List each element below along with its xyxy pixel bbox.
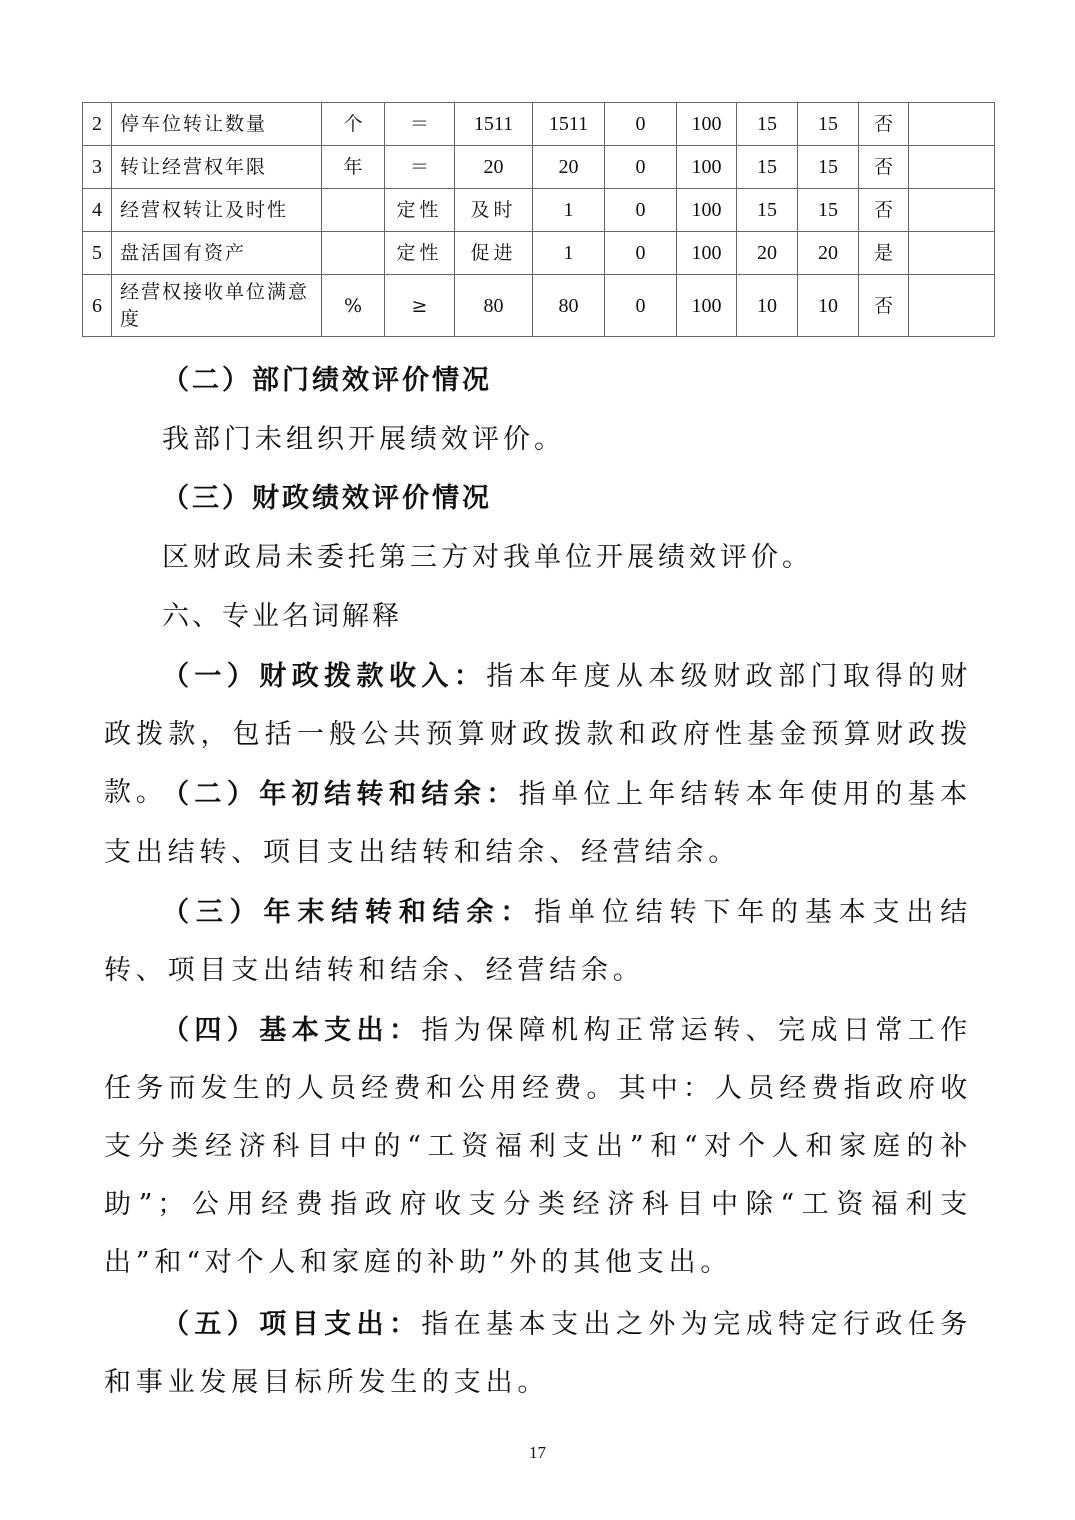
operator: 定性 <box>385 189 455 232</box>
glossary-term: （一）财政拨款收入： <box>162 661 487 692</box>
actual-value: 1 <box>533 232 605 275</box>
indicator-name: 经营权转让及时性 <box>112 189 322 232</box>
remarks-cell <box>909 232 995 275</box>
target-value: 1511 <box>455 103 533 146</box>
unit: 年 <box>322 146 385 189</box>
row-number: 6 <box>83 275 112 337</box>
section-heading-department-evaluation: （二）部门绩效评价情况 <box>162 365 492 396</box>
target-value: 80 <box>455 275 533 337</box>
unit: 个 <box>322 103 385 146</box>
yes-no-value: 否 <box>859 275 909 337</box>
cell-value: 10 <box>737 275 798 337</box>
row-number: 3 <box>83 146 112 189</box>
actual-value: 20 <box>533 146 605 189</box>
indicator-name: 转让经营权年限 <box>112 146 322 189</box>
cell-value: 20 <box>737 232 798 275</box>
operator: ＝ <box>385 103 455 146</box>
remarks-cell <box>909 103 995 146</box>
remarks-cell <box>909 275 995 337</box>
cell-value: 15 <box>737 189 798 232</box>
cell-value: 20 <box>798 232 859 275</box>
row-number: 2 <box>83 103 112 146</box>
indicator-name: 停车位转让数量 <box>112 103 322 146</box>
cell-value: 0 <box>605 103 677 146</box>
cell-value: 100 <box>677 103 737 146</box>
remarks-cell <box>909 189 995 232</box>
glossary-definition: 指本年度从本级财政部门取得的财政拨款，包括一般公共预算财政拨款和政府性基金预算财政拨款。 <box>104 661 972 808</box>
cell-value: 100 <box>677 189 737 232</box>
department-evaluation-text: 我部门未组织开展绩效评价。 <box>162 424 565 455</box>
glossary-entry <box>104 766 972 882</box>
finance-evaluation-text: 区财政局未委托第三方对我单位开展绩效评价。 <box>162 542 813 573</box>
cell-value: 10 <box>798 275 859 337</box>
cell-value: 100 <box>677 232 737 275</box>
remarks-cell <box>909 146 995 189</box>
yes-no-value: 否 <box>859 189 909 232</box>
cell-value: 0 <box>605 146 677 189</box>
section-heading-finance-evaluation: （三）财政绩效评价情况 <box>162 483 492 514</box>
glossary-entry <box>104 1002 972 1292</box>
operator: 定性 <box>385 232 455 275</box>
table-row <box>83 103 995 146</box>
actual-value: 1511 <box>533 103 605 146</box>
glossary-entry <box>104 884 972 1000</box>
glossary-term: （五）项目支出： <box>162 1309 422 1340</box>
unit: % <box>322 275 385 337</box>
indicator-name: 盘活国有资产 <box>112 232 322 275</box>
unit <box>322 189 385 232</box>
cell-value: 15 <box>737 146 798 189</box>
target-value: 20 <box>455 146 533 189</box>
table-row <box>83 275 995 337</box>
operator: ≥ <box>385 275 455 337</box>
section-heading-glossary: 六、专业名词解释 <box>162 601 402 632</box>
cell-value: 15 <box>798 189 859 232</box>
row-number: 5 <box>83 232 112 275</box>
target-value: 及时 <box>455 189 533 232</box>
glossary-term: （二）年初结转和结余： <box>162 779 519 810</box>
actual-value: 80 <box>533 275 605 337</box>
yes-no-value: 否 <box>859 146 909 189</box>
glossary-definition: 指为保障机构正常运转、完成日常工作任务而发生的人员经费和公用经费。其中：人员经费指政府收支分类经济科目中的“工资福利支出”和“对个人和家庭的补助”；公用经费指政府收支分类经济科目中除“工资福利支出”和“对个人和家庭的补助”外的其他支出。 <box>104 1015 972 1278</box>
table-row <box>83 189 995 232</box>
cell-value: 15 <box>798 103 859 146</box>
table-row <box>83 146 995 189</box>
actual-value: 1 <box>533 189 605 232</box>
cell-value: 15 <box>798 146 859 189</box>
cell-value: 100 <box>677 275 737 337</box>
glossary-term: （三）年末结转和结余： <box>162 897 535 928</box>
yes-no-value: 是 <box>859 232 909 275</box>
indicator-name: 经营权接收单位满意度 <box>112 275 322 337</box>
glossary-definition: 指在基本支出之外为完成特定行政任务和事业发展目标所发生的支出。 <box>104 1309 972 1398</box>
cell-value: 0 <box>605 232 677 275</box>
page-number: 17 <box>529 1443 546 1462</box>
glossary-term: （四）基本支出： <box>162 1015 422 1046</box>
glossary-definition: 指单位上年结转本年使用的基本支出结转、项目支出结转和结余、经营结余。 <box>104 779 972 868</box>
glossary-definition: 指单位结转下年的基本支出结转、项目支出结转和结余、经营结余。 <box>104 897 972 986</box>
cell-value: 0 <box>605 189 677 232</box>
target-value: 促进 <box>455 232 533 275</box>
cell-value: 0 <box>605 275 677 337</box>
unit <box>322 232 385 275</box>
yes-no-value: 否 <box>859 103 909 146</box>
performance-indicator-table <box>82 102 995 337</box>
cell-value: 100 <box>677 146 737 189</box>
table-row <box>83 232 995 275</box>
cell-value: 15 <box>737 103 798 146</box>
glossary-entry <box>104 1296 972 1412</box>
operator: ＝ <box>385 146 455 189</box>
row-number: 4 <box>83 189 112 232</box>
